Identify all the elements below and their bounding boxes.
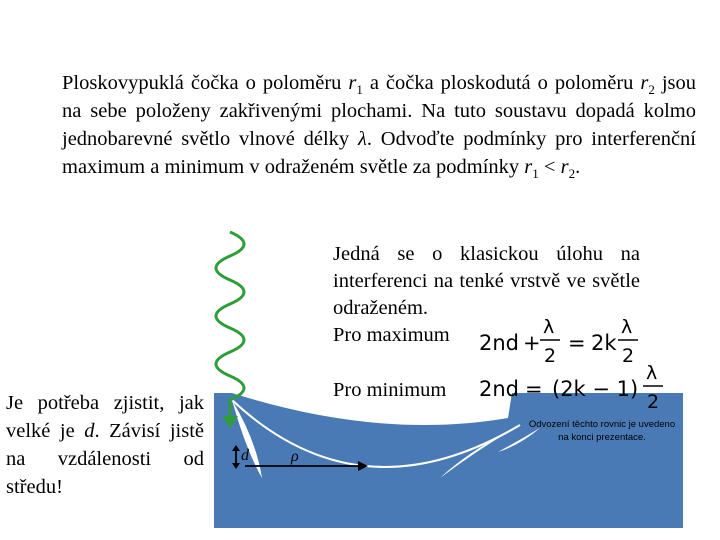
problem-text-5: . <box>575 156 581 178</box>
problem-text-4: . Odvoďte podmínky pro interferenční maximum a minimum v odraženém světle za podmínky <box>62 128 696 178</box>
min-label: Pro minimum <box>333 379 447 401</box>
light-wave <box>216 232 244 418</box>
eq-max-lhs: 2nd <box>479 331 520 355</box>
note-text: Jedná se o klasickou úlohu na interferenci na tenké vrstvě ve světle odraženém. <box>333 243 640 319</box>
cond-r2-sub: 2 <box>568 166 576 182</box>
var-r2: r <box>640 72 649 94</box>
rho-label: ρ <box>291 448 299 465</box>
solution-note <box>333 241 640 349</box>
eq-max-plus: + <box>523 331 541 355</box>
derivation-note: Odvození těchto rovnic je uvedeno na konci prezentace. <box>528 419 676 443</box>
cond-r2: r <box>560 156 569 178</box>
max-label: Pro maximum <box>333 324 450 346</box>
cond-op: < <box>538 156 561 178</box>
problem-text-2: a čočka ploskodutá o poloměru <box>362 72 634 94</box>
cond-r1: r <box>524 156 533 178</box>
eq-max-rhs-den: 2 <box>622 345 635 367</box>
var-lambda: λ <box>357 128 367 150</box>
problem-text-1: Ploskovypuklá čočka o poloměru <box>62 72 342 94</box>
problem-text-3: jsou na sebe položeny zakřivenými plochami. Na tuto soustavu dopadá kolmo jednobarevné světlo vlnové délky <box>62 72 697 150</box>
var-r1: r <box>348 72 357 94</box>
eq-min-eq: = <box>525 377 543 401</box>
left-note-text-2: . Závisí jistě na vzdálenosti od středu! <box>6 420 205 498</box>
eq-max-eq: = <box>568 331 586 355</box>
eq-max-rhs-num: λ <box>621 316 633 338</box>
d-label: d <box>241 447 249 464</box>
left-note-d: d <box>84 420 95 442</box>
eq-max-rhs: 2k <box>591 331 617 355</box>
eq-min-rhs-den: 2 <box>647 391 660 413</box>
eq-min-rhs-num: λ <box>646 362 658 384</box>
eq-max-frac-num: λ <box>543 316 555 338</box>
left-note-text-1: Je potřeba zjistit, jak velké je <box>6 392 204 442</box>
eq-max-frac-den: 2 <box>544 345 557 367</box>
cond-r1-sub: 1 <box>532 166 539 182</box>
eq-min-lhs: 2nd <box>479 377 520 401</box>
eq-min-rhs: (2k − 1) <box>552 377 639 401</box>
left-note <box>6 389 204 501</box>
var-r2-sub: 2 <box>648 82 655 98</box>
lens-block <box>214 393 683 528</box>
var-r1-sub: 1 <box>356 82 363 98</box>
